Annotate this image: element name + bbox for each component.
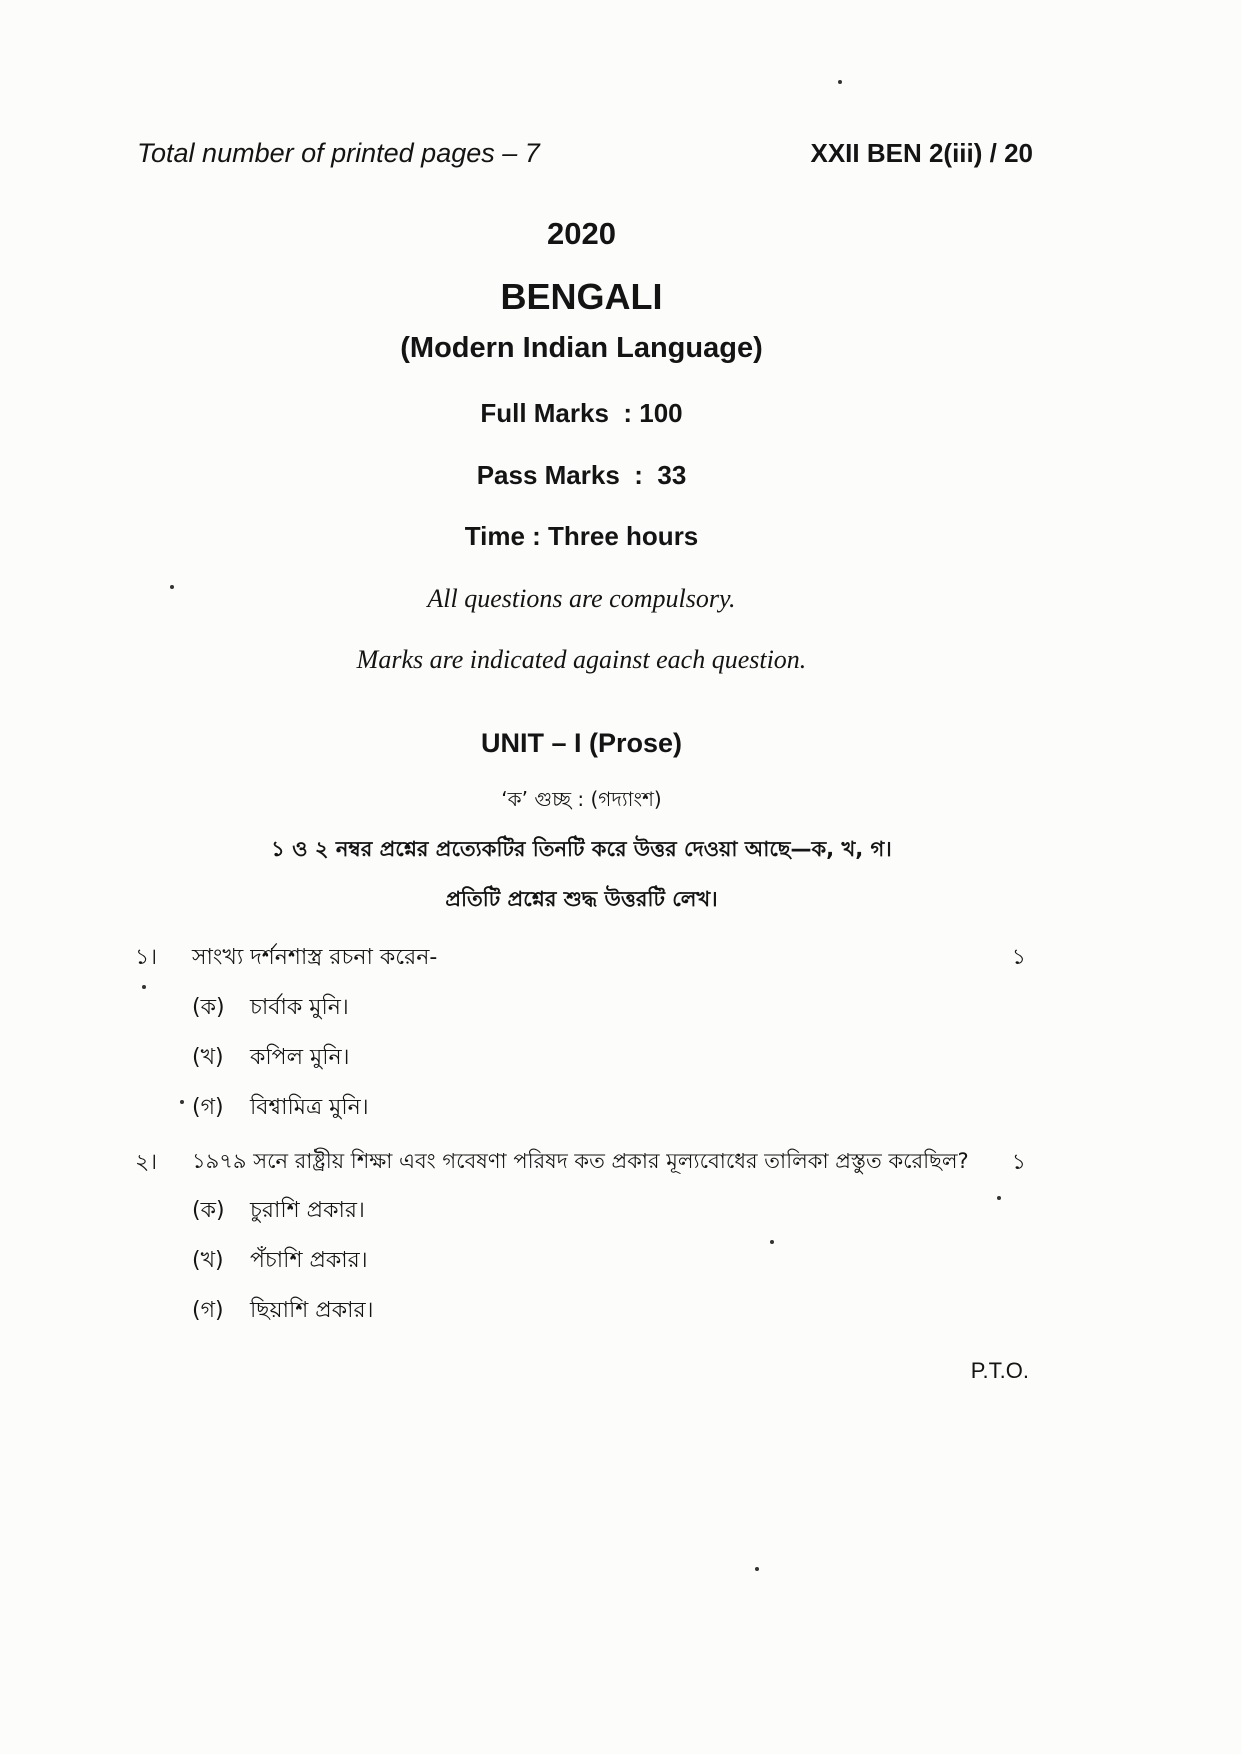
instruction-marks: Marks are indicated against each question. — [356, 645, 807, 674]
exam-year: 2020 — [547, 216, 616, 251]
scan-speck — [838, 80, 842, 84]
printed-pages-note: Total number of printed pages – 7 — [137, 138, 540, 168]
question-number: ২। — [135, 1150, 158, 1175]
option-label: (ক) — [192, 995, 225, 1020]
option-text: চার্বাক মুনি। — [250, 995, 349, 1020]
pass-marks: Pass Marks : 33 — [476, 460, 687, 490]
option-text: পঁচাশি প্রকার। — [250, 1248, 368, 1273]
subject-title: BENGALI — [500, 276, 663, 317]
option-label: (খ) — [192, 1045, 224, 1070]
subject-subtitle: (Modern Indian Language) — [400, 332, 763, 364]
time-allowed: Time : Three hours — [464, 521, 699, 551]
paper-code: XXII BEN 2(iii) / 20 — [810, 138, 1033, 168]
question-marks: ১ — [1011, 1150, 1026, 1175]
group-heading: ‘ক’ গুচ্ছ : (গদ্যাংশ) — [501, 787, 662, 811]
question-text: সাংখ্য দর্শনশাস্ত্র রচনা করেন- — [192, 945, 438, 970]
scan-speck — [142, 985, 146, 989]
bengali-instruction-1: ১ ও ২ নম্বর প্রশ্নের প্রত্যেকটির তিনটি করে উত্তর দেওয়া আছে—ক, খ, গ। — [271, 837, 892, 861]
option-text: বিশ্বামিত্র মুনি। — [250, 1095, 369, 1120]
full-marks: Full Marks : 100 — [480, 398, 683, 428]
scan-speck — [755, 1567, 759, 1571]
option-label: (গ) — [192, 1298, 224, 1323]
option-label: (ক) — [192, 1198, 225, 1223]
scan-speck — [180, 1100, 184, 1104]
option-text: কপিল মুনি। — [250, 1045, 350, 1070]
option-text: চুরাশি প্রকার। — [250, 1198, 365, 1223]
scan-speck — [170, 585, 174, 589]
question-number: ১। — [135, 945, 158, 970]
please-turn-over: P.T.O. — [970, 1358, 1029, 1383]
bengali-instruction-2: প্রতিটি প্রশ্নের শুদ্ধ উত্তরটি লেখ। — [445, 887, 718, 911]
question-text: ১৯৭৯ সনে রাষ্ট্রীয় শিক্ষা এবং গবেষণা পরিষদ কত প্রকার মূল্যবোধের তালিকা প্রস্তুত করেছিল? — [192, 1149, 969, 1173]
option-text: ছিয়াশি প্রকার। — [250, 1298, 374, 1323]
scan-speck — [770, 1240, 774, 1244]
unit-heading: UNIT – I (Prose) — [480, 728, 683, 758]
instruction-compulsory: All questions are compulsory. — [427, 584, 736, 613]
question-marks: ১ — [1011, 945, 1026, 970]
option-label: (খ) — [192, 1248, 224, 1273]
option-label: (গ) — [192, 1095, 224, 1120]
scan-speck — [997, 1196, 1001, 1200]
